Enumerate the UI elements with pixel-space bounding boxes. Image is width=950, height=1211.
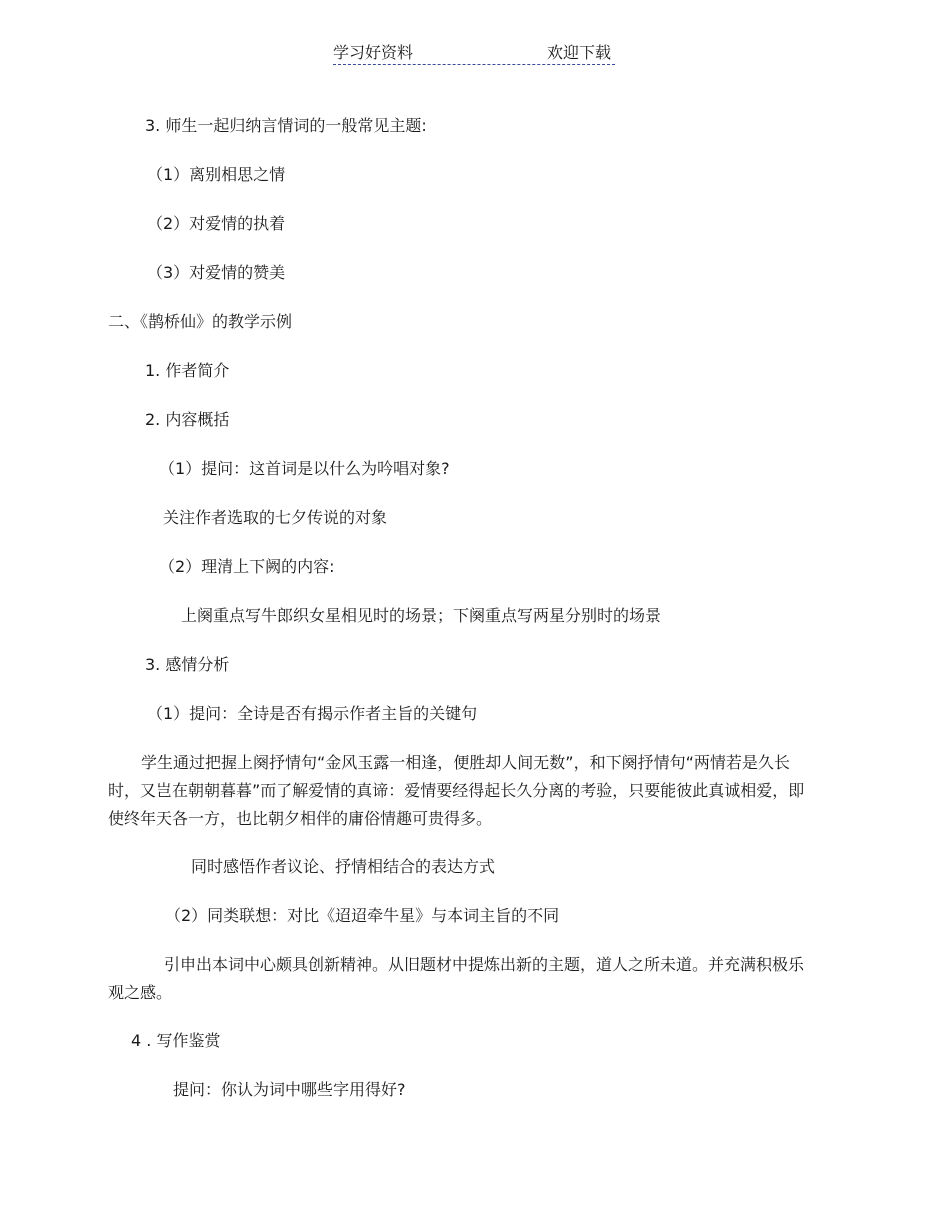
subsection-2: 2. 内容概括 bbox=[145, 410, 230, 429]
question-5: 提问：你认为词中哪些字用得好? bbox=[173, 1080, 406, 1099]
question-3: （1）提问：全诗是否有揭示作者主旨的关键句 bbox=[147, 704, 478, 723]
header-left-text: 学习好资料 bbox=[333, 43, 414, 62]
subsection-1: 1. 作者简介 bbox=[145, 361, 230, 380]
content-summary: 上阕重点写牛郎织女星相见时的场景；下阕重点写两星分别时的场景 bbox=[181, 606, 662, 625]
note-1: 关注作者选取的七夕传说的对象 bbox=[163, 508, 388, 527]
question-4: （2）同类联想：对比《迢迢牵牛星》与本词主旨的不同 bbox=[165, 906, 560, 925]
note-2: 同时感悟作者议论、抒情相结合的表达方式 bbox=[191, 857, 496, 876]
question-1: （1）提问：这首词是以什么为吟唱对象? bbox=[159, 459, 450, 478]
page-header bbox=[333, 38, 615, 65]
paragraph-1: 学生通过把握上阕抒情句“金风玉露一相逢，便胜却人间无数”，和下阕抒情句“两情若是久长时，又岂在朝朝暮暮”而了解爱情的真谛：爱情要经得起长久分离的考验，只要能彼此真诚相爱，即使终年天各一方，也比朝夕相伴的庸俗情趣可贵得多。 bbox=[108, 753, 805, 828]
list-item-3: （3）对爱情的赞美 bbox=[147, 263, 286, 282]
section-2-heading: 二、《鹊桥仙》的教学示例 bbox=[108, 312, 293, 331]
list-item-2: （2）对爱情的执着 bbox=[147, 214, 286, 233]
list-item-1: （1）离别相思之情 bbox=[147, 165, 286, 184]
subsection-4: 4 . 写作鉴赏 bbox=[131, 1031, 221, 1050]
header-right-text: 欢迎下载 bbox=[546, 43, 611, 62]
question-2: （2）理清上下阙的内容: bbox=[159, 557, 335, 576]
section-3-heading: 3. 师生一起归纳言情词的一般常见主题: bbox=[145, 116, 427, 135]
subsection-3: 3. 感情分析 bbox=[145, 655, 230, 674]
paragraph-2: 引申出本词中心颇具创新精神。从旧题材中提炼出新的主题，道人之所未道。并充满积极乐观之感。 bbox=[108, 955, 805, 1002]
